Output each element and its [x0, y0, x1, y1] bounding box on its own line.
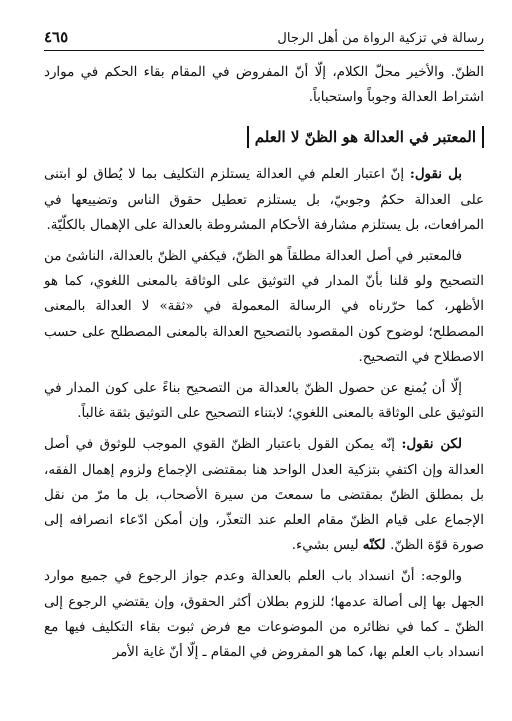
page-body [44, 60, 484, 671]
page-number: ٤٦٥ [44, 28, 69, 46]
page-header [44, 20, 484, 51]
paragraph-5-text: إنّه يمكن القول باعتبار الظنّ القوي الموجب للوثوق في أصل العدالة وإن اكتفي بتزكية العدل الواحد هنا بمقتضى الإجماع ولزوم إهمال الفقه، بل بمطلق الظنّ بمقتضى ما سمعتَ من سيرة الأصحاب، بل ما مرّ من نقل الإجماع على قيام الظنّ مقام العلم عند التعذّر، وإن أمكن ادّعاء انصرافه إلى صورة قوّة الظنّ. [44, 437, 484, 554]
paragraph-5 [44, 432, 484, 558]
paragraph-2 [44, 162, 484, 238]
paragraph-5-tail: ليس بشيء. [291, 538, 363, 554]
paragraph-6: والوجه: أنّ انسداد باب العلم بالعدالة وعدم جواز الرجوع في جميع موارد الجهل بها إلى أصالة عدمها؛ للزوم بطلان أكثر الحقوق، وإن يقتضي الرجوع إلى الظنّ ـ كما في نظائره من الموضوعات مع فرض ثبوت بقاء التكليف فيها مع انسداد باب العلم بها، كما هو المفروض في المقام ـ إلّا أنّ غاية الأمر [44, 569, 484, 661]
paragraph-4: إلّا أن يُمنع عن حصول الظنّ بالعدالة من التصحيح بناءً على كون المدار في التوثيق على الوثاقة بالمعنى اللغوي؛ لابتناء التصحيح على التوثيق بثقة غالباً. [44, 381, 484, 422]
paragraph-1: الظنّ. والأخير محلّ الكلام، إلّا أنّ المفروض في المقام بقاء الحكم في موارد اشتراط العدالة وجوباً واستحباباً. [44, 65, 484, 106]
paragraph-2-text: إنّ اعتبار العلم في العدالة يستلزم التكليف بما لا يُطاق لو ابتنى على العدالة حكمٌ وجوبيّ، بل يستلزم تعطيل حقوق الناس وتضييعها في المرافعات، بل يستلزم مشارفة الأحكام المشروطة بالعدالة على الإهمال بالكلّيّة. [44, 167, 484, 233]
section-heading: المعتبر في العدالة هو الظنّ لا العلم [247, 126, 484, 148]
paragraph-5-lead: لكن نقول: [401, 436, 463, 453]
section-heading-wrap [44, 116, 484, 158]
paragraph-3: فالمعتبر في أصل العدالة مطلقاً هو الظنّ، فيكفي الظنّ بالعدالة، الناشئ من التصحيح ولو قلنا بأنّ المدار في التوثيق على الوثاقة بالمعنى اللغوي، كما هو الأظهر، كما حرّرناه في الرسالة المعمولة في «ثقة» لا العدالة بالمعنى المصطلح؛ لوضوح كون المقصود بالتصحيح العدالة بالمعنى المصطلح على حسب الاصطلاح في التصحيح. [44, 249, 484, 365]
paragraph-2-lead: بل نقول: [409, 166, 462, 183]
running-title: رسالة في تزكية الرواة من أهل الرجال [277, 31, 484, 46]
paragraph-5-tail-bold: لكنّه [362, 537, 391, 554]
